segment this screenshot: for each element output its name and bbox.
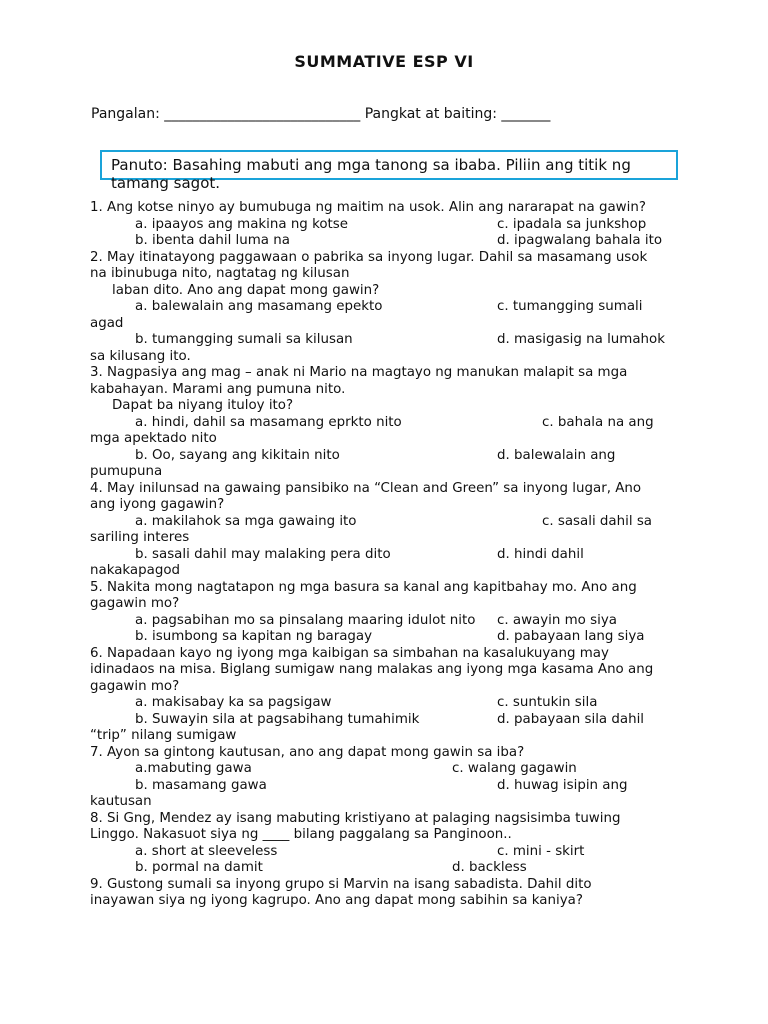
choice: c. mini - skirt bbox=[497, 843, 585, 859]
wrap-line bbox=[90, 316, 690, 333]
question-line bbox=[90, 497, 690, 514]
choice: b. Oo, sayang ang kikitain nito bbox=[135, 447, 340, 463]
question-line bbox=[90, 679, 690, 696]
choice-continuation: agad bbox=[90, 315, 124, 331]
choice-row bbox=[90, 448, 690, 465]
name-label: Pangalan: bbox=[91, 106, 160, 122]
question-line bbox=[90, 662, 690, 679]
choice: c. sasali dahil sa bbox=[542, 513, 653, 529]
question-line bbox=[90, 266, 690, 283]
question-line bbox=[90, 646, 690, 663]
question-text: 7. Ayon sa gintong kautusan, ano ang dapat mong gawin sa iba? bbox=[90, 744, 525, 760]
choice: d. balewalain ang bbox=[497, 447, 616, 463]
choice: a. ipaayos ang makina ng kotse bbox=[135, 216, 349, 232]
wrap-line bbox=[90, 794, 690, 811]
choice: a. hindi, dahil sa masamang eprkto nito bbox=[135, 414, 402, 430]
choice-row bbox=[90, 299, 690, 316]
question-text: laban dito. Ano ang dapat mong gawin? bbox=[112, 282, 380, 298]
choice-row bbox=[90, 712, 690, 729]
choice: b. masamang gawa bbox=[135, 777, 267, 793]
choice: c. ipadala sa junkshop bbox=[497, 216, 647, 232]
question-text: 3. Nagpasiya ang mag – anak ni Mario na magtayo ng manukan malapit sa mga bbox=[90, 365, 628, 380]
wrap-line bbox=[90, 349, 690, 366]
choice-row bbox=[90, 332, 690, 349]
choice: a. makisabay ka sa pagsigaw bbox=[135, 695, 332, 710]
question-line bbox=[90, 382, 690, 399]
question-line bbox=[90, 893, 690, 910]
instructions-box bbox=[100, 150, 678, 192]
choice: a. balewalain ang masamang epekto bbox=[135, 299, 383, 314]
name-blank: ____________________________ bbox=[164, 106, 361, 122]
question-text: gagawin mo? bbox=[90, 678, 180, 694]
question-text: 5. Nakita mong nagtatapon ng mga basura sa kanal ang kapitbahay mo. Ano ang bbox=[90, 579, 637, 595]
choice-row bbox=[90, 844, 690, 861]
question-text: 1. Ang kotse ninyo ay bumubuga ng maitim na usok. Alin ang nararapat na gawin? bbox=[90, 200, 646, 215]
choice: d. pabayaan lang siya bbox=[497, 629, 645, 644]
choice: d. huwag isipin ang bbox=[497, 777, 628, 793]
choice-continuation: sa kilusang ito. bbox=[90, 348, 191, 364]
choice-continuation: mga apektado nito bbox=[90, 431, 217, 446]
choice: b. Suwayin sila at pagsabihang tumahimik bbox=[135, 711, 420, 727]
question-text: na ibinubuga nito, nagtatag ng kilusan bbox=[90, 266, 350, 281]
choice: c. bahala na ang bbox=[542, 414, 654, 430]
choice: d. masigasig na lumahok bbox=[497, 332, 665, 347]
choice-row bbox=[90, 695, 690, 712]
choice-continuation: sariling interes bbox=[90, 530, 190, 545]
choice: d. backless bbox=[452, 860, 527, 875]
question-text: gagawin mo? bbox=[90, 596, 180, 611]
question-line bbox=[90, 365, 690, 382]
question-text: inayawan siya ng iyong kagrupo. Ano ang dapat mong sabihin sa kaniya? bbox=[90, 893, 583, 908]
question-text: 8. Si Gng, Mendez ay isang mabuting kristiyano at palaging nagsisimba tuwing bbox=[90, 810, 621, 826]
question-line bbox=[90, 580, 690, 597]
wrap-line bbox=[90, 431, 690, 448]
question-line bbox=[90, 283, 690, 300]
question-line bbox=[90, 250, 690, 267]
choice: b. pormal na damit bbox=[135, 860, 263, 875]
choice: d. pabayaan sila dahil bbox=[497, 711, 645, 727]
question-text: Dapat ba niyang ituloy ito? bbox=[112, 398, 294, 413]
group-label: Pangkat at baiting: bbox=[364, 106, 497, 122]
question-text: 4. May inilunsad na gawaing pansibiko na “Clean and Green” sa inyong lugar, Ano bbox=[90, 480, 642, 496]
choice-row bbox=[90, 514, 690, 531]
choice-row bbox=[90, 547, 690, 564]
choice: a. short at sleeveless bbox=[135, 843, 278, 859]
question-line bbox=[90, 481, 690, 498]
choice-row bbox=[90, 860, 690, 877]
choice: b. sasali dahil may malaking pera dito bbox=[135, 546, 391, 562]
group-blank: _______ bbox=[501, 106, 551, 122]
instructions-text: Panuto: Basahing mabuti ang mga tanong sa ibaba. Piliin ang titik ng tamang sagot. bbox=[111, 156, 631, 192]
choice: b. tumangging sumali sa kilusan bbox=[135, 332, 353, 347]
question-text: idinadaos na misa. Biglang sumigaw nang malakas ang iyong mga kasama Ano ang bbox=[90, 662, 654, 677]
choice: d. hindi dahil bbox=[497, 546, 584, 562]
question-line bbox=[90, 200, 690, 217]
choice: b. isumbong sa kapitan ng baragay bbox=[135, 629, 373, 644]
question-line bbox=[90, 827, 690, 844]
choice: a. makilahok sa mga gawaing ito bbox=[135, 513, 357, 529]
choice-row bbox=[90, 778, 690, 795]
question-text: 6. Napadaan kayo ng iyong mga kaibigan sa simbahan na kasalukuyang may bbox=[90, 645, 609, 661]
wrap-line bbox=[90, 728, 690, 745]
choice-continuation: pumupuna bbox=[90, 464, 163, 479]
question-line bbox=[90, 596, 690, 613]
question-line bbox=[90, 877, 690, 894]
student-info-line bbox=[91, 106, 550, 122]
question-line bbox=[90, 398, 690, 415]
choice: a. pagsabihan mo sa pinsalang maaring idulot nito bbox=[135, 612, 476, 628]
choice-row bbox=[90, 415, 690, 432]
choice-row bbox=[90, 629, 690, 646]
choice: a.mabuting gawa bbox=[135, 761, 252, 776]
question-text: 9. Gustong sumali sa inyong grupo si Marvin na isang sabadista. Dahil dito bbox=[90, 876, 592, 892]
choice: c. tumangging sumali bbox=[497, 299, 643, 314]
choice: c. awayin mo siya bbox=[497, 612, 617, 628]
choice: c. suntukin sila bbox=[497, 695, 598, 710]
wrap-line bbox=[90, 530, 690, 547]
wrap-line bbox=[90, 563, 690, 580]
question-line bbox=[90, 745, 690, 762]
questions-list bbox=[90, 200, 690, 910]
question-text: kabahayan. Marami ang pumuna nito. bbox=[90, 381, 346, 397]
choice-row bbox=[90, 761, 690, 778]
choice-row bbox=[90, 613, 690, 630]
choice-continuation: kautusan bbox=[90, 794, 152, 809]
question-line bbox=[90, 811, 690, 828]
choice-continuation: “trip” nilang sumigaw bbox=[90, 728, 237, 743]
wrap-line bbox=[90, 464, 690, 481]
question-text: 2. May itinatayong paggawaan o pabrika sa inyong lugar. Dahil sa masamang usok bbox=[90, 249, 648, 265]
page-title: SUMMATIVE ESP VI bbox=[294, 52, 474, 71]
choice-row bbox=[90, 233, 690, 250]
question-text: Linggo. Nakasuot siya ng ____ bilang paggalang sa Panginoon.. bbox=[90, 827, 512, 842]
choice-row bbox=[90, 217, 690, 234]
question-text: ang iyong gagawin? bbox=[90, 497, 225, 512]
choice: c. walang gagawin bbox=[452, 761, 577, 776]
choice-continuation: nakakapagod bbox=[90, 563, 181, 578]
choice: b. ibenta dahil luma na bbox=[135, 233, 290, 248]
choice: d. ipagwalang bahala ito bbox=[497, 233, 663, 248]
